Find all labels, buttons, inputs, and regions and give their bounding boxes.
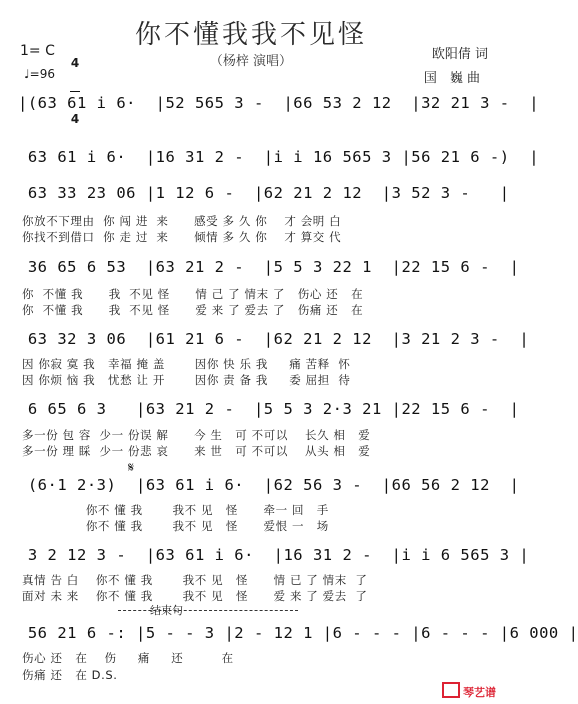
- lyrics-7-verse-2: 你不 懂 我 我不 见 怪 爱恨 一 场: [22, 519, 329, 533]
- watermark-logo: [442, 682, 496, 700]
- meter-bottom: 4: [70, 112, 80, 126]
- key-signature: 1= C: [20, 43, 55, 59]
- lyrics-3-verse-2: 你找不到借口 你 走 过 来 倾情 多 久 你 才 算交 代: [22, 230, 342, 244]
- score-system-9: 56 21 6 -: |5 - - 3 |2 - 12 1 |6 - - - |6 - - - |6 000 |: [18, 624, 578, 642]
- lyrics-7-verse-1: 你不 懂 我 我不 见 怪 牵一 回 手: [22, 503, 329, 517]
- score-system-6: 6 65 6 3 |63 21 2 - |5 5 3 2·3 21 |22 15 6 - |: [18, 400, 520, 418]
- score-system-2: 63 61 i 6· |16 31 2 - |i i 16 565 3 |56 21 6 -) |: [18, 148, 540, 166]
- lyricist-credit: 欧阳倩 词: [431, 47, 488, 62]
- lyrics-3-verse-1: 你放不下理由 你 闯 进 来 感受 多 久 你 才 会明 白: [22, 214, 342, 228]
- lyrics-8-verse-2: 面对 未 来 你不 懂 我 我不 见 怪 爱 来 了 爱去 了: [22, 589, 368, 603]
- meter-top: 4: [70, 56, 80, 70]
- lyrics-6-verse-2: 多一份 理 睬 少一 份悲 哀 来 世 可 不可以 从头 相 爱: [22, 444, 371, 458]
- lyrics-4-verse-1: 你 不懂 我 我 不见 怪 情 己 了 情末 了 伤心 还 在: [22, 287, 364, 301]
- song-title: 你不懂我我不见怪: [134, 20, 367, 50]
- score-system-1: |(63 61 i 6· |52 565 3 - |66 53 2 12 |32 21 3 - |: [18, 94, 540, 112]
- watermark-text: 琴艺谱: [463, 686, 496, 699]
- ending-bracket: [118, 610, 298, 611]
- lyrics-6-verse-1: 多一份 包 容 少一 份误 解 今 生 可 不可以 长久 相 爱: [22, 428, 371, 442]
- composer-credit: 国 巍 曲: [423, 71, 480, 86]
- lyrics-9-verse-1: 伤心 还 在 伤 痛 还 在: [22, 651, 234, 665]
- time-signature: [70, 36, 80, 136]
- watermark-icon: [442, 682, 460, 698]
- score-system-3: 63 33 23 06 |1 12 6 - |62 21 2 12 |3 52 3 - |: [18, 184, 510, 202]
- score-system-4: 36 65 6 53 |63 21 2 - |5 5 3 22 1 |22 15 6 - |: [18, 258, 520, 276]
- ending-label: 结束句: [150, 604, 183, 617]
- segno-icon: 𝄋: [128, 460, 135, 476]
- lyrics-4-verse-2: 你 不懂 我 我 不见 怪 爱 来 了 爱去 了 伤痛 还 在: [22, 303, 364, 317]
- lyrics-8-verse-1: 真情 告 白 你不 懂 我 我不 见 怪 情 已 了 情末 了: [22, 573, 368, 587]
- score-system-5: 63 32 3 06 |61 21 6 - |62 21 2 12 |3 21 2 3 - |: [18, 330, 530, 348]
- tempo-marking: ♩=96: [24, 67, 55, 81]
- meter-line: [70, 91, 80, 92]
- lyrics-9-verse-2: 伤痛 还 在 D.S.: [22, 668, 118, 682]
- score-system-8: 3 2 12 3 - |63 61 i 6· |16 31 2 - |i i 6 565 3 |: [18, 546, 530, 564]
- lyrics-5-verse-2: 因 你烦 恼 我 忧愁 让 开 因你 责 备 我 委 屈担 待: [22, 373, 351, 387]
- performer-subtitle: （杨梓 演唱）: [209, 54, 293, 69]
- score-system-7: (6·1 2·3) |63 61 i 6· |62 56 3 - |66 56 2 12 |: [18, 476, 520, 494]
- lyrics-5-verse-1: 因 你寂 寞 我 幸福 掩 盖 因你 快 乐 我 痛 苦释 怀: [22, 357, 351, 371]
